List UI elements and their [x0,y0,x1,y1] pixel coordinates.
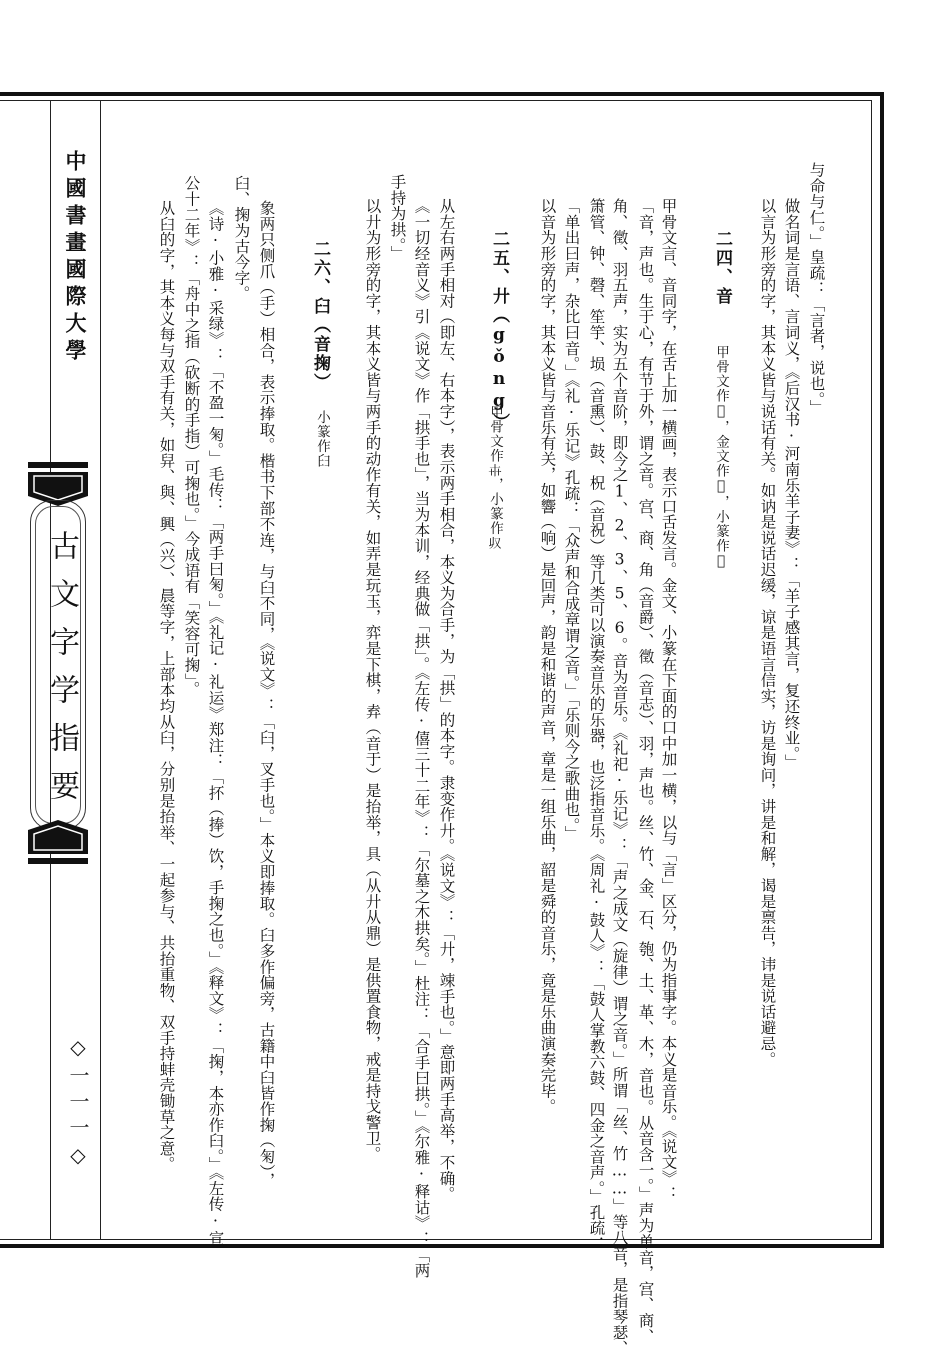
text-column: 箫管、钟、磬、笙竽、埙（音熏）、鼓、柷（音祝）等几类可以演奏音乐的乐器，也泛指音乐。《周礼·鼓人》：「鼓人掌教六鼓、四金之音声。」孔疏： [587,198,606,1252]
text-column: 「音，声也。生于心，有节于外，谓之音。宫、商、角（音爵）、徵（音志）、羽，声也。丝、竹、金、石、匏、土、革、木，音也。从音含一。」声为单音，宫、商、 [636,198,655,1344]
title-banner-bottom-ornament [28,820,88,864]
text-column: 公十二年》：「舟中之指（砍断的手指）可掬也。」今成语有「笑容可掬」。 [182,175,201,697]
page-inner-border [0,100,872,1240]
text-column: 角、徵、羽五声，实为五个音阶，即今之1、2、3、5、6。音为音乐。《礼祀·乐记》：「声之成文（旋律）谓之音。」所谓「丝、竹……」等八音，是指琴瑟、 [610,198,629,1356]
text-column: 从臼的字，其本义每与双手有关，如舁、與、興（兴）、晨等字，上部本均从臼，分别是抬举、一起参与、共抬重物、双手持蚌壳锄草之意。 [157,200,176,1172]
university-name: 中國書畫國際大學 [63,150,88,366]
text-column: 甲骨文言、音同字，在舌上加一横画，表示口舌发言。金文、小篆在下面的口中加一横，以与「言」区分，仍为指事字。本义是音乐。《说文》： [659,198,678,1202]
text-column: 以廾为形旁的字，其本义皆与两手的动作有关，如弄是玩玉，弈是下棋，弆（音于）是抬举，具（从廾从鼎）是供置食物，戒是持戈警卫。 [363,198,382,1162]
text-column: 象两只侧爪（手）相合，表示捧取。楷书下部不连，与臼不同，《说文》：「臼，叉手也。」本义即捧取。臼多作偏旁，古籍中臼皆作掬（匊）， [257,200,276,1188]
page-number: ◇一一一◇ [66,1035,90,1173]
text-column: 手持为拱。」 [388,174,407,262]
text-column: 从左右两手相对（即左、右本字），表示两手相合，本义为合手，为「拱」的本字。隶变作廾。《说文》：「廾，竦手也。」意即两手高举，不确。 [437,198,456,1202]
glyph-forms-24: 甲骨文作𰁊，金文作𦎧，小篆作𧦝 [713,345,729,570]
text-column: 做名词是言语、言词义，《后汉书·河南乐羊子妻》：「羊子感其言，复还终业。」 [782,198,801,770]
text-column: 与命与仁。」皇疏：「言者，说也。」 [807,162,826,416]
text-column: 「单出曰声，杂比曰音。」《礼·乐记》孔疏：「众声和合成章谓之音。」「乐则今之歌曲也。」 [562,198,581,842]
glyph-forms-26: 小篆作𦥑 [314,410,330,468]
glyph-forms-25: 甲骨文作𠦃，小篆作𠬞 [487,405,503,550]
text-column: 《一切经音义》引《说文》作「拱手也」，当为本训，经典做「拱」。《左传·僖三十二年》：「尔墓之木拱矣。」杜注：「合手曰拱。」《尔雅·释诂》：「两 [412,198,431,1279]
sidebar-right-rule [100,100,101,1240]
text-column: 臼、掬为古今字。 [232,175,251,302]
book-title: 古文字学指要 [44,530,79,818]
text-column: 以音为形旁的字，其本义皆与音乐有关，如響（响）是回声，韵是和谐的声音，章是一组乐曲，韶是舜的音乐，竟是乐曲演奏完毕。 [538,198,557,1115]
section-heading-26: 二六、臼（音掬） [310,240,330,392]
text-column: 以言为形旁的字，其本义皆与说话有关。如讷是说话迟缓，谅是语言信实，访是询问，讲是和解，谒是禀告，讳是说话避忌。 [758,198,777,1067]
section-heading-24: 二四、音 [712,230,732,306]
section-heading-25: 二五、廾（gǒng） [489,230,509,432]
text-column: 《诗·小雅·采绿》：「不盈一匊。」毛传：「两手曰匊。」《礼记·礼运》郑注：「抔（捧）饮，手掬之也。」《释文》：「掬，本亦作臼。」《左传·宣 [206,200,225,1246]
